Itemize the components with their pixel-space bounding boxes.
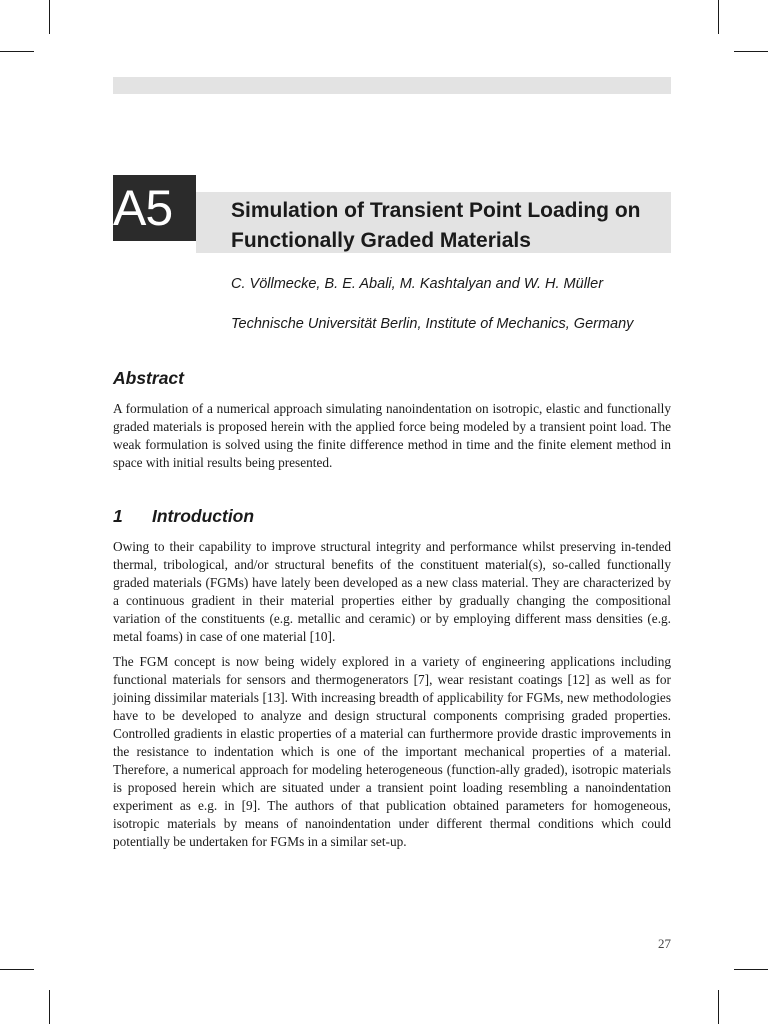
crop-mark-bottom-right-vertical — [718, 990, 719, 1024]
section-number: 1 — [113, 506, 123, 526]
crop-mark-bottom-left-horizontal — [0, 969, 34, 970]
introduction-heading — [113, 505, 254, 527]
section-title: Introduction — [152, 506, 255, 526]
chapter-label: A5 — [113, 175, 196, 241]
crop-mark-top-right-vertical — [718, 0, 719, 34]
chapter-title: Simulation of Transient Point Loading on Functionally Graded Materials — [231, 199, 641, 252]
crop-mark-top-right-horizontal — [734, 51, 768, 52]
crop-mark-top-left-horizontal — [0, 51, 34, 52]
crop-mark-bottom-right-horizontal — [734, 969, 768, 970]
crop-mark-top-left-vertical — [49, 0, 50, 34]
affiliation: Technische Universität Berlin, Institute of Mechanics, Germany — [231, 316, 634, 332]
authors: C. Völlmecke, B. E. Abali, M. Kashtalyan and W. H. Müller — [231, 276, 604, 292]
introduction-paragraph-1: Owing to their capability to improve structural integrity and performance whilst preserving in-tended thermal, tribological, and/or structural benefits of the constituent material(s), so-called functionally graded materials (FGMs) have lately been developed as a new class material. They are characterized by a continuous gradient in their material properties either by gradually changing the compositional variation of the constituents (e.g. metallic and ceramic) or by employing different mass densities (e.g. metal foams) in case of one material [10]. — [113, 539, 671, 644]
page-number: 27 — [658, 936, 671, 951]
header-bar — [113, 77, 671, 94]
crop-mark-bottom-left-vertical — [49, 990, 50, 1024]
abstract-heading: Abstract — [113, 368, 184, 388]
abstract-text: A formulation of a numerical approach simulating nanoindentation on isotropic, elastic and functionally graded materials is proposed herein with the applied force being modeled by a transient point load. The weak formulation is solved using the finite difference method in time and the finite element method in space with initial results being presented. — [113, 401, 671, 470]
introduction-paragraph-2: The FGM concept is now being widely explored in a variety of engineering applications including functional materials for sensors and thermogenerators [7], wear resistant coatings [12] as well as for joining dissimilar materials [13]. With increasing breadth of applicability for FGMs, new methodologies have to be developed to analyze and design structural components comprising graded properties. Controlled gradients in elastic properties of a material can furthermore provide drastic improvements in the resistance to indentation which is one of the important mechanical properties of a material. Therefore, a numerical approach for modeling heterogeneous (function-ally graded), isotropic materials is proposed herein which are situated under a transient point loading resembling a nanoindentation experiment as e.g. in [9]. The authors of that publication obtained parameters for homogeneous, isotropic materials by means of nanoindentation under different thermal conditions which could potentially be undertaken for FGMs in a similar set-up. — [113, 654, 671, 849]
